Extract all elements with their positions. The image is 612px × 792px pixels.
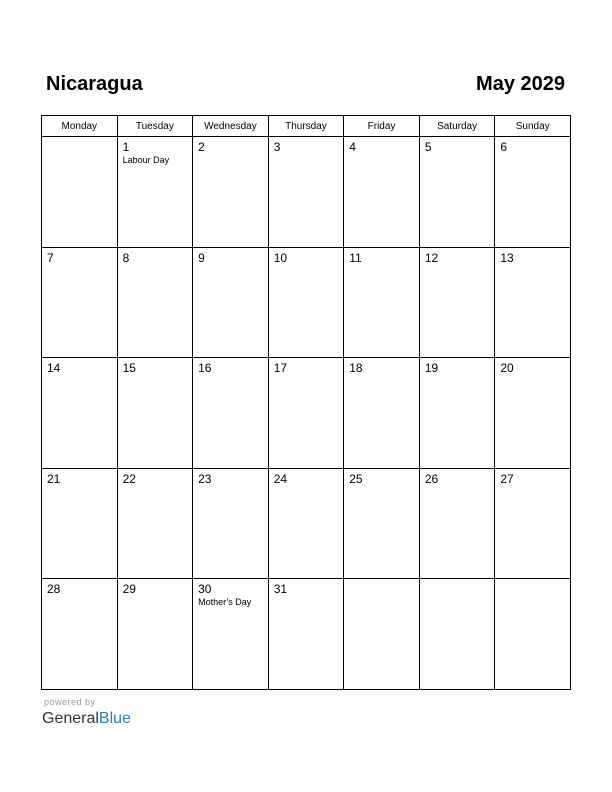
day-cell xyxy=(495,247,571,358)
day-cell xyxy=(117,468,193,579)
holiday-label xyxy=(42,375,117,376)
day-number: 25 xyxy=(349,471,363,486)
day-number: 31 xyxy=(273,582,288,597)
week-row xyxy=(42,579,571,690)
day-cell xyxy=(268,137,344,248)
day-cell xyxy=(495,358,571,469)
weekday-header: Tuesday xyxy=(117,116,193,137)
day-number: 19 xyxy=(424,361,439,376)
holiday-label xyxy=(495,486,570,487)
day-cell xyxy=(117,579,193,690)
day-number: 7 xyxy=(47,250,54,265)
day-cell xyxy=(268,468,344,579)
day-cell xyxy=(117,358,193,469)
holiday-label xyxy=(193,486,268,487)
holiday-label xyxy=(193,265,268,266)
day-number: 20 xyxy=(500,361,514,376)
day-cell xyxy=(42,247,118,358)
holiday-label xyxy=(269,486,344,487)
holiday-label: Labour Day xyxy=(122,155,170,165)
holiday-label xyxy=(269,375,344,376)
day-number: 15 xyxy=(122,361,136,376)
day-cell xyxy=(495,579,571,690)
holiday-label xyxy=(118,596,193,597)
holiday-label xyxy=(495,375,570,376)
day-cell xyxy=(193,358,269,469)
holiday-label xyxy=(193,375,268,376)
day-number: 16 xyxy=(198,361,212,376)
weekday-header: Saturday xyxy=(419,116,495,137)
day-cell xyxy=(117,247,193,358)
week-row xyxy=(42,247,571,358)
holiday-label xyxy=(118,486,193,487)
holiday-label xyxy=(344,265,419,266)
month-year-title: May 2029 xyxy=(476,73,565,95)
day-cell xyxy=(344,468,420,579)
day-cell xyxy=(42,358,118,469)
week-row xyxy=(42,358,571,469)
holiday-label xyxy=(118,375,193,376)
powered-by-footer xyxy=(42,697,131,729)
day-number: 12 xyxy=(424,250,439,265)
day-number: 5 xyxy=(424,140,432,154)
holiday-label xyxy=(420,375,495,376)
holiday-label xyxy=(193,154,268,155)
holiday-label xyxy=(269,265,344,266)
day-cell xyxy=(268,358,344,469)
day-cell xyxy=(419,579,495,690)
day-cell xyxy=(344,137,420,248)
holiday-label xyxy=(420,582,495,583)
day-cell xyxy=(419,358,495,469)
day-number: 14 xyxy=(47,361,61,376)
day-cell xyxy=(495,137,571,248)
day-number: 24 xyxy=(273,471,288,486)
day-number: 29 xyxy=(122,582,136,597)
day-number: 27 xyxy=(500,471,514,486)
logo-general-text: General xyxy=(42,710,99,727)
holiday-label xyxy=(269,154,344,155)
day-number: 1 xyxy=(122,140,130,154)
day-number: 13 xyxy=(500,250,514,265)
day-cell xyxy=(419,468,495,579)
holiday-label xyxy=(42,486,117,487)
holiday-label xyxy=(344,375,419,376)
day-number: 10 xyxy=(273,250,288,265)
weekday-header-row xyxy=(42,116,571,137)
day-number: 30 xyxy=(198,582,212,597)
weekday-header: Sunday xyxy=(495,116,571,137)
day-cell xyxy=(344,247,420,358)
day-number: 18 xyxy=(349,361,363,376)
day-cell xyxy=(42,579,118,690)
holiday-label xyxy=(420,265,495,266)
day-cell xyxy=(42,468,118,579)
generalblue-logo[interactable] xyxy=(42,709,131,729)
holiday-label xyxy=(42,265,117,266)
logo-blue-text: Blue xyxy=(98,710,131,727)
weekday-header: Wednesday xyxy=(193,116,269,137)
day-number: 17 xyxy=(273,361,288,376)
holiday-label xyxy=(495,154,570,155)
day-cell xyxy=(193,579,269,690)
holiday-label: Mother’s Day xyxy=(198,597,252,608)
weekday-header: Thursday xyxy=(268,116,344,137)
holiday-label xyxy=(42,140,117,141)
day-cell xyxy=(419,247,495,358)
holiday-label xyxy=(118,265,193,266)
day-cell xyxy=(344,579,420,690)
day-cell xyxy=(419,137,495,248)
powered-by-text: powered by xyxy=(44,697,96,707)
holiday-label xyxy=(42,596,117,597)
day-number: 2 xyxy=(198,140,205,154)
calendar-grid xyxy=(41,115,571,690)
day-number: 4 xyxy=(349,140,356,154)
weekday-header: Monday xyxy=(42,116,118,137)
week-row xyxy=(42,468,571,579)
weekday-header: Friday xyxy=(344,116,420,137)
day-number: 28 xyxy=(47,582,61,597)
day-number: 8 xyxy=(122,250,130,265)
day-number: 23 xyxy=(198,471,212,486)
country-title: Nicaragua xyxy=(46,73,143,95)
holiday-label xyxy=(344,154,419,155)
day-cell xyxy=(495,468,571,579)
day-number: 22 xyxy=(122,471,136,486)
holiday-label xyxy=(344,486,419,487)
day-cell xyxy=(193,468,269,579)
holiday-label xyxy=(420,154,495,155)
day-cell xyxy=(117,137,193,248)
day-number: 6 xyxy=(500,140,508,154)
day-cell xyxy=(268,247,344,358)
day-number: 9 xyxy=(198,250,205,265)
day-number: 3 xyxy=(273,140,281,154)
holiday-label xyxy=(420,486,495,487)
week-row xyxy=(42,137,571,248)
holiday-label xyxy=(495,265,570,266)
day-cell xyxy=(344,358,420,469)
day-number: 26 xyxy=(424,471,439,486)
day-cell xyxy=(193,137,269,248)
holiday-label xyxy=(269,596,344,597)
day-number: 21 xyxy=(47,471,61,486)
day-number: 11 xyxy=(349,250,362,265)
day-cell xyxy=(193,247,269,358)
day-cell xyxy=(268,579,344,690)
holiday-label xyxy=(344,582,419,583)
holiday-label xyxy=(495,582,570,583)
day-cell xyxy=(42,137,118,248)
